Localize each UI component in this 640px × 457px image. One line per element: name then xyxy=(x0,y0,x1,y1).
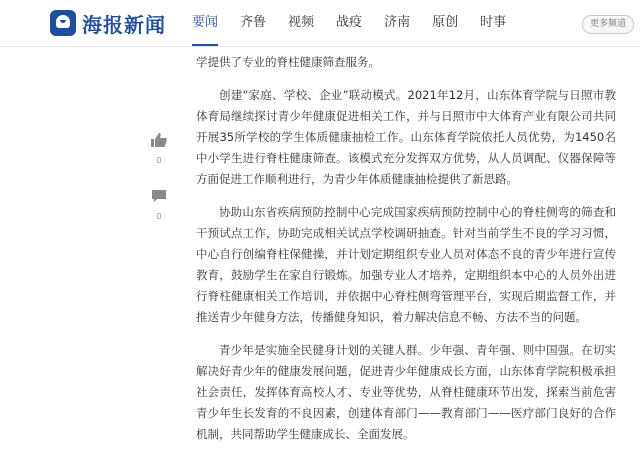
nav-item-current-affairs[interactable]: 时事 xyxy=(480,15,507,30)
nav-item-qilu[interactable]: 齐鲁 xyxy=(240,15,267,30)
comment-icon[interactable] xyxy=(151,188,167,202)
article-body xyxy=(196,52,616,457)
nav-item-jinan[interactable]: 济南 xyxy=(384,15,411,30)
article-paragraph: 创建“家庭、学校、企业”联动模式。2021年12月，山东体育学院与日照市教体育局继续探讨青少年健康促进相关工作，并与日照市中大体育产业有限公司共同开展35所学校的学生体质健康抽检工作。山东体育学院依托人员优势，为1450名中小学生进行脊柱健康筛查。该模式充分发挥双方优势，从人员调配、仪器保障等方面促进工作顺利进行，为青少年体质健康抽检提供了新思路。 xyxy=(196,88,616,186)
comment-count: 0 xyxy=(156,212,162,221)
article-paragraph: 学提供了专业的脊柱健康筛查服务。 xyxy=(196,55,380,69)
more-channels-button[interactable]: 更多频道 xyxy=(582,15,634,34)
article-paragraph: 协助山东省疾病预防控制中心完成国家疾病预防控制中心的脊柱侧弯的筛查和干预试点工作，协助完成相关试点学校调研抽查。针对当前学生不良的学习习惯，中心自行创编脊柱保健操，并计划定期组织专业人员对体态不良的青少年进行宣传教育，鼓励学生在家自行锻炼。加强专业人才培养，定期组织本中心的人员外出进行脊柱健康相关工作培训，并依据中心脊柱侧弯管理平台，实现后期监督工作，并推送青少年健身方法，传播健身知识，着力解决信息不畅、方法不当的问题。 xyxy=(196,205,616,324)
like-icon[interactable] xyxy=(151,132,167,146)
main-nav xyxy=(192,0,528,46)
site-logo[interactable] xyxy=(50,8,166,38)
nav-item-yaowen[interactable]: 要闻 xyxy=(192,0,218,46)
nav-item-zhanyi[interactable]: 战疫 xyxy=(336,15,363,30)
top-bar xyxy=(0,0,640,47)
logo-icon xyxy=(50,10,76,36)
article-side-actions xyxy=(148,132,170,222)
like-count: 0 xyxy=(156,156,162,165)
logo-text: 海报新闻 xyxy=(82,12,166,37)
nav-item-original[interactable]: 原创 xyxy=(432,15,459,30)
article-paragraph: 青少年是实施全民健身计划的关键人群。少年强、青年强、则中国强。在切实解决好青少年的健康发展问题，促进青少年健康成长方面，山东体育学院积极承担社会责任，发挥体育高校人才、专业等优势，从脊柱健康环节出发，探索当前危害青少年生长发育的不良因素，创建体育部门——教育部门——医疗部门良好的合作机制，共同帮助学生健康成长、全面发展。 xyxy=(196,343,616,441)
nav-item-video[interactable]: 视频 xyxy=(288,15,315,30)
